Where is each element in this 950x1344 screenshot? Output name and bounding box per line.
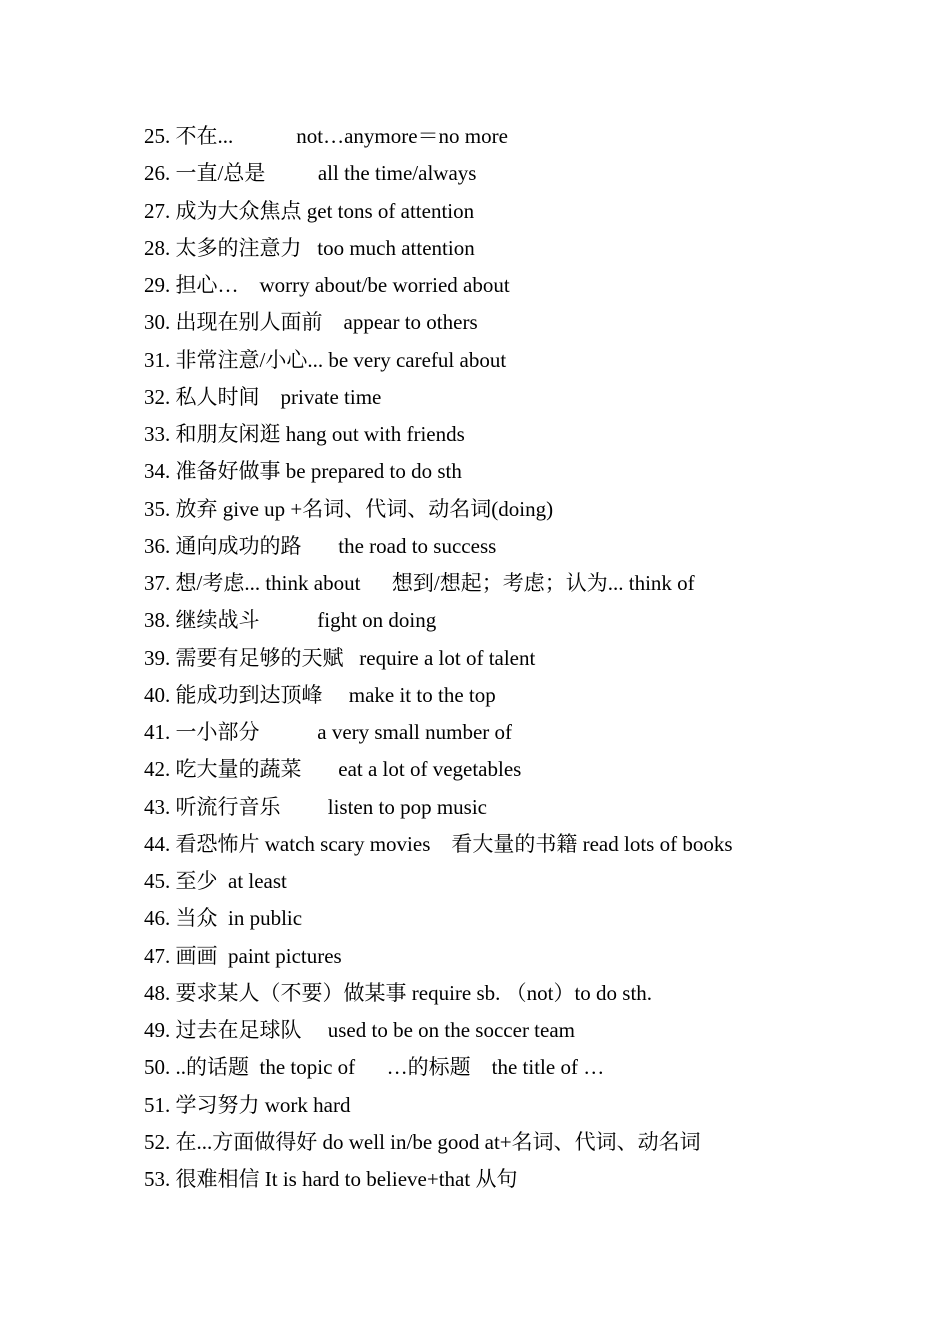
phrase-line: 44. 看恐怖片 watch scary movies 看大量的书籍 read lots of books	[144, 831, 733, 856]
phrase-line: 45. 至少 at least	[144, 869, 287, 893]
phrase-line: 52. 在...方面做得好 do well in/be good at+名词、代词、动名词	[144, 1129, 701, 1154]
phrase-line: 50. ..的话题 the topic of …的标题 the title of …	[144, 1055, 605, 1080]
phrase-line: 34. 准备好做事 be prepared to do sth	[144, 459, 462, 484]
phrase-line: 27. 成为大众焦点 get tons of attention	[144, 198, 475, 223]
phrase-line: 25. 不在... not…anymore＝no more	[144, 124, 508, 148]
phrase-line: 39. 需要有足够的天赋 require a lot of talent	[144, 645, 536, 670]
phrase-line: 33. 和朋友闲逛 hang out with friends	[144, 422, 465, 446]
phrase-line: 42. 吃大量的蔬菜 eat a lot of vegetables	[144, 757, 522, 782]
phrase-line: 53. 很难相信 It is hard to believe+that 从句	[144, 1167, 518, 1191]
phrase-line: 49. 过去在足球队 used to be on the soccer team	[144, 1018, 575, 1042]
phrase-line: 48. 要求某人（不要）做某事 require sb. （not）to do sth.	[144, 980, 653, 1005]
phrase-line: 43. 听流行音乐 listen to pop music	[144, 794, 487, 819]
phrase-line: 51. 学习努力 work hard	[144, 1092, 351, 1117]
phrase-line: 47. 画画 paint pictures	[144, 943, 342, 968]
phrase-line: 40. 能成功到达顶峰 make it to the top	[144, 682, 496, 707]
phrase-line: 35. 放弃 give up +名词、代词、动名词(doing)	[144, 496, 554, 521]
phrase-line: 41. 一小部分 a very small number of	[144, 720, 513, 744]
phrase-line: 38. 继续战斗 fight on doing	[144, 608, 437, 633]
phrase-line: 30. 出现在别人面前 appear to others	[144, 310, 478, 335]
phrase-line: 26. 一直/总是 all the time/always	[144, 161, 477, 186]
phrase-line: 31. 非常注意/小心... be very careful about	[144, 347, 507, 372]
phrase-line: 32. 私人时间 private time	[144, 384, 382, 409]
phrase-list	[144, 118, 904, 1198]
phrase-line: 37. 想/考虑... think about 想到/想起；考虑；认为... think of	[144, 571, 695, 595]
phrase-line: 46. 当众 in public	[144, 906, 303, 931]
phrase-line: 28. 太多的注意力 too much attention	[144, 235, 475, 260]
phrase-line: 29. 担心… worry about/be worried about	[144, 273, 510, 297]
phrase-line: 36. 通向成功的路 the road to success	[144, 533, 497, 558]
